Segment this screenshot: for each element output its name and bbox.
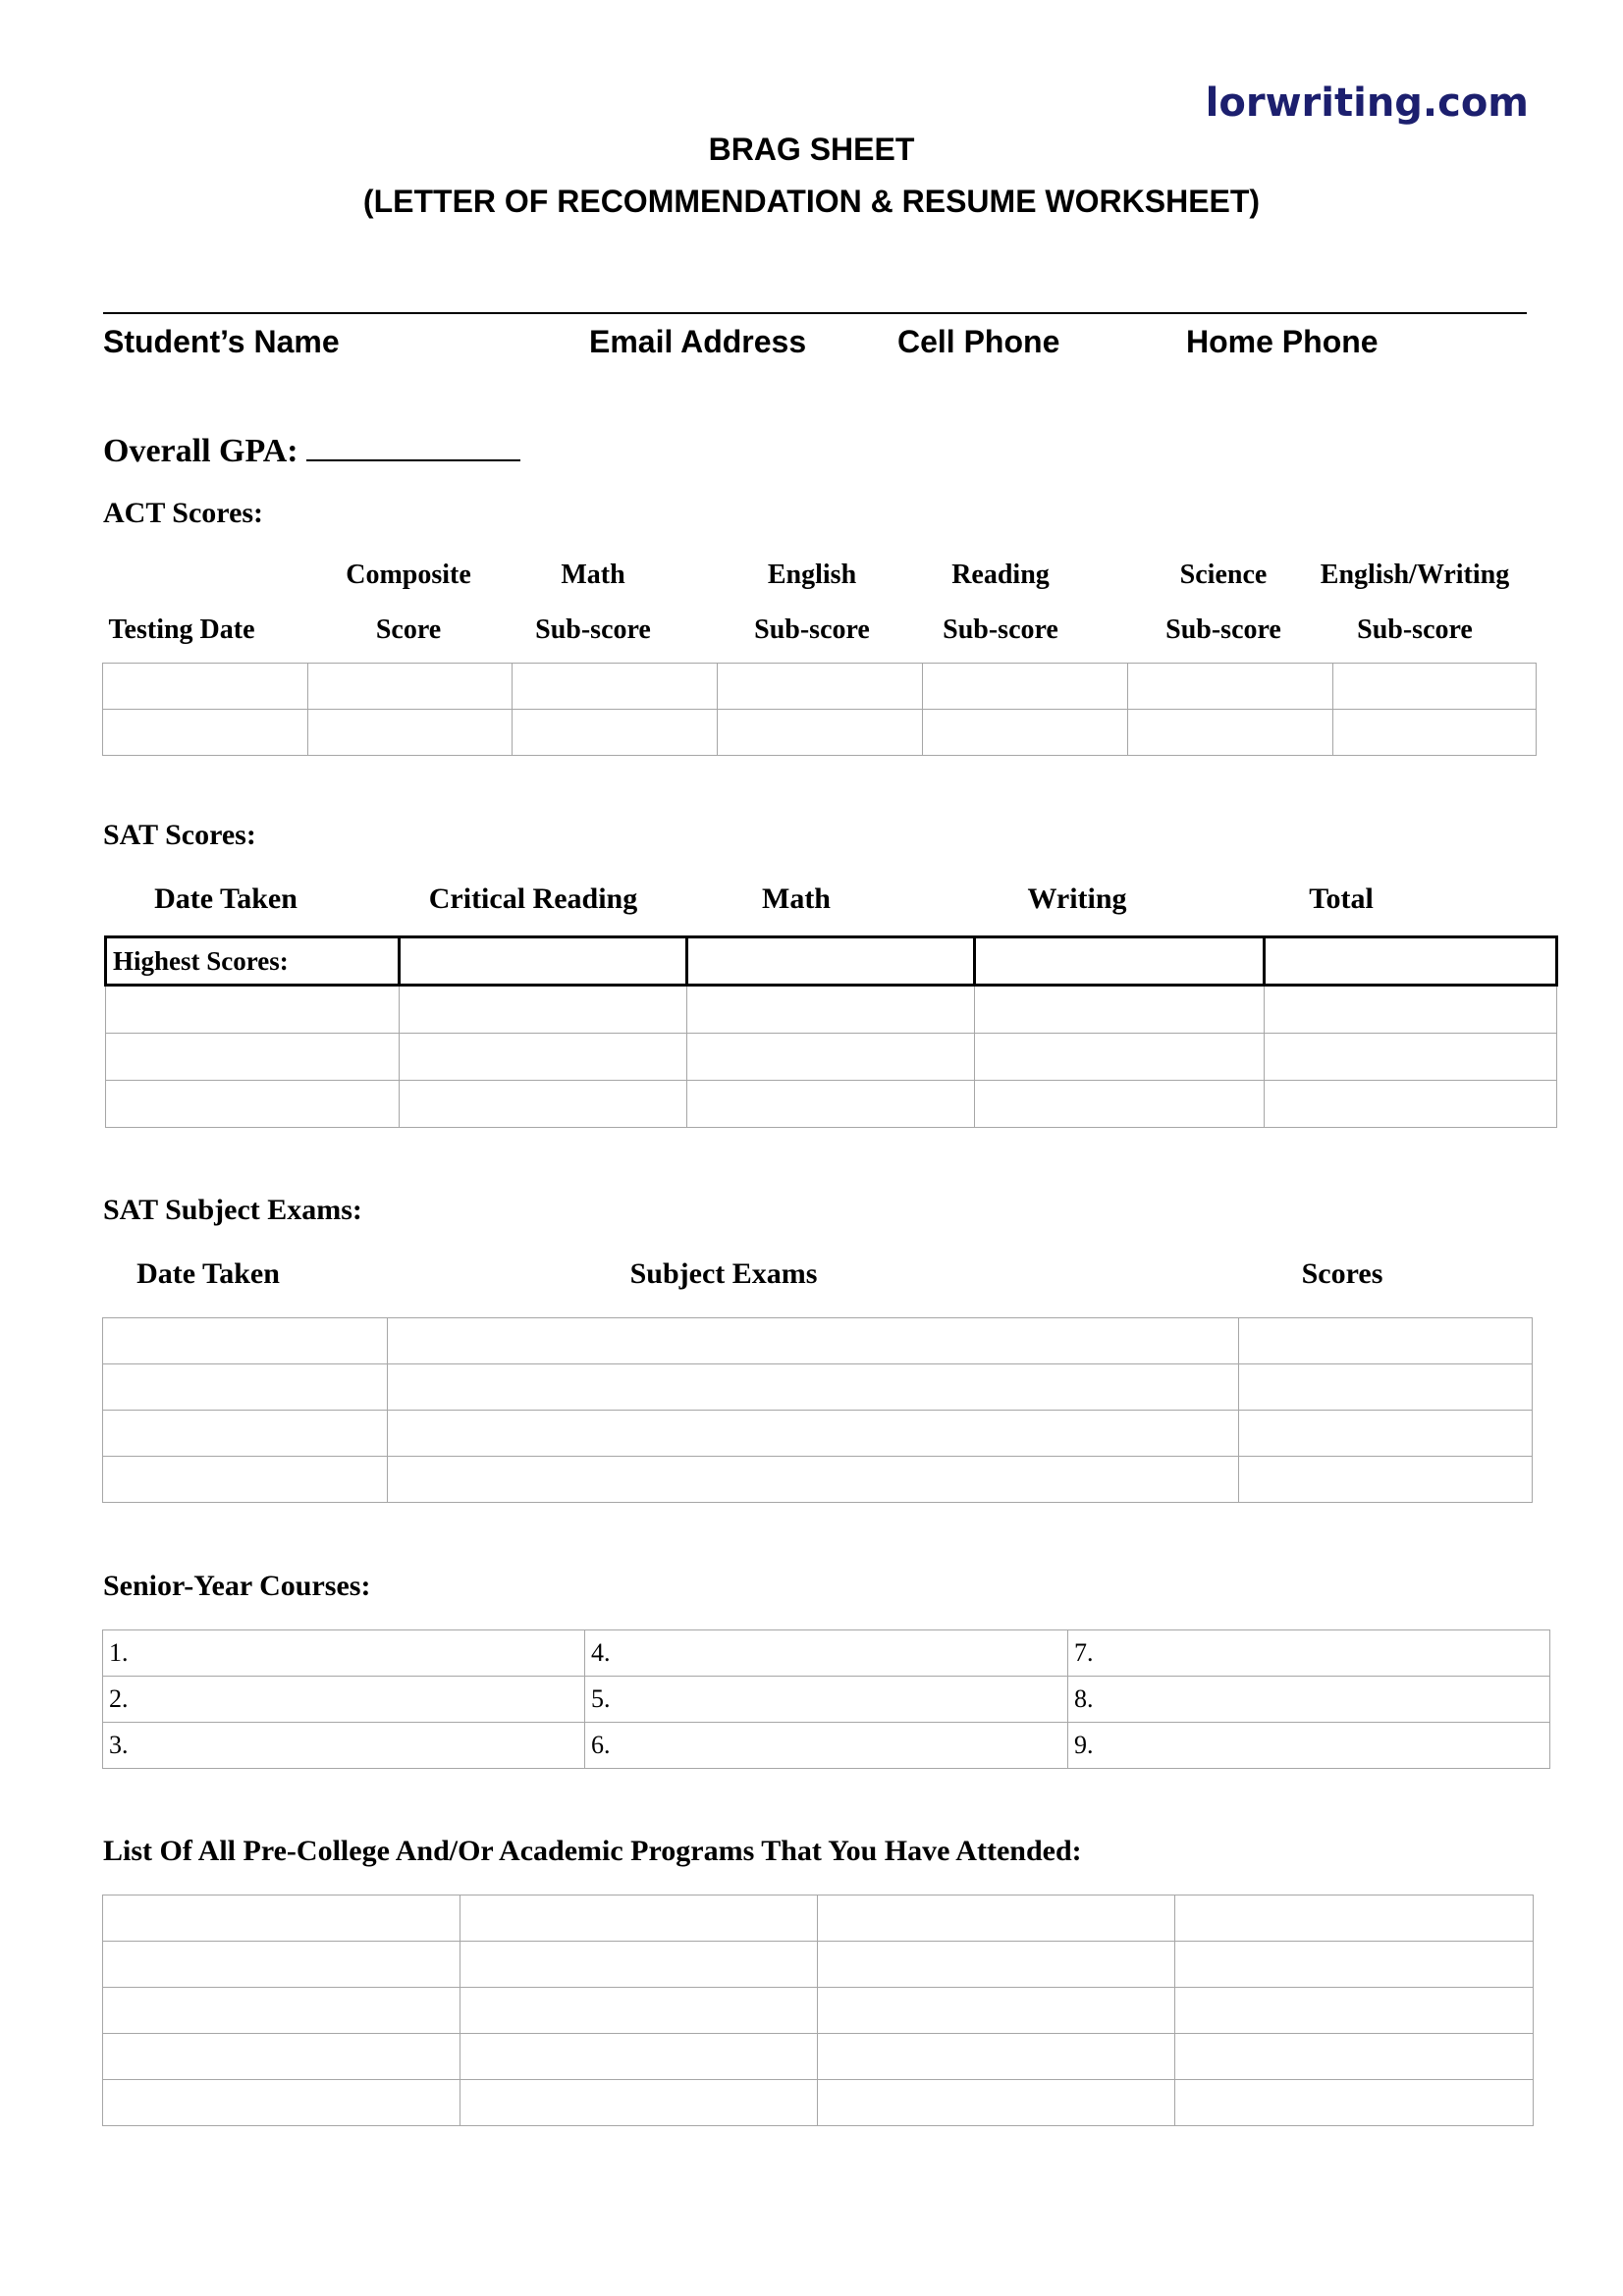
highest-scores-label: Highest Scores: <box>106 937 400 986</box>
course-cell[interactable]: 9. <box>1068 1723 1550 1769</box>
gpa-label: Overall GPA: <box>103 433 298 469</box>
table-cell[interactable] <box>1128 664 1333 710</box>
email-address-label: Email Address <box>589 324 807 359</box>
act-column-header-top: Science <box>1179 560 1268 590</box>
sat-subject-column-header: Scores <box>1301 1257 1383 1290</box>
table-cell[interactable] <box>308 710 513 756</box>
sat-heading: SAT Scores: <box>103 819 256 851</box>
table-row <box>103 2034 1534 2080</box>
table-cell[interactable] <box>1265 1034 1557 1081</box>
table-row <box>103 1942 1534 1988</box>
course-cell[interactable]: 1. <box>103 1630 585 1677</box>
sat-subject-heading: SAT Subject Exams: <box>103 1194 362 1226</box>
act-column-header: Sub-score <box>1165 614 1281 645</box>
table-cell[interactable] <box>103 1318 388 1364</box>
course-cell[interactable]: 7. <box>1068 1630 1550 1677</box>
student-info-line <box>103 312 1527 314</box>
sat-column-header: Critical Reading <box>428 882 638 915</box>
table-cell[interactable] <box>975 986 1265 1034</box>
table-cell[interactable] <box>103 664 308 710</box>
act-column-header: Score <box>375 614 442 645</box>
table-row <box>103 1723 1550 1769</box>
table-cell[interactable] <box>687 986 975 1034</box>
course-cell[interactable]: 2. <box>103 1677 585 1723</box>
table-cell[interactable] <box>687 1081 975 1128</box>
programs-heading: List Of All Pre-College And/Or Academic Programs That You Have Attended: <box>103 1835 1082 1867</box>
act-scores-table <box>102 663 1537 756</box>
table-cell[interactable] <box>388 1364 1239 1411</box>
table-cell[interactable] <box>103 1942 460 1988</box>
sat-column-header: Total <box>1309 882 1374 915</box>
table-row <box>103 1677 1550 1723</box>
table-row <box>103 1457 1533 1503</box>
table-cell[interactable] <box>388 1457 1239 1503</box>
table-cell[interactable] <box>388 1411 1239 1457</box>
table-cell[interactable] <box>1239 1457 1533 1503</box>
table-cell[interactable] <box>1265 986 1557 1034</box>
table-cell[interactable] <box>308 664 513 710</box>
sat-subject-column-header: Date Taken <box>136 1257 280 1290</box>
table-cell[interactable] <box>687 937 975 986</box>
table-row <box>106 986 1557 1034</box>
table-cell[interactable] <box>103 2080 460 2126</box>
table-cell[interactable] <box>106 1034 400 1081</box>
table-cell[interactable] <box>400 986 687 1034</box>
table-cell[interactable] <box>388 1318 1239 1364</box>
table-cell[interactable] <box>106 1081 400 1128</box>
table-cell[interactable] <box>400 937 687 986</box>
table-cell[interactable] <box>818 1988 1175 2034</box>
table-cell[interactable] <box>1175 1942 1534 1988</box>
table-cell[interactable] <box>460 1896 818 1942</box>
table-cell[interactable] <box>1239 1411 1533 1457</box>
table-cell[interactable] <box>923 710 1128 756</box>
sat-scores-table <box>104 935 1558 1128</box>
table-cell[interactable] <box>1175 2080 1534 2126</box>
table-cell[interactable] <box>818 1896 1175 1942</box>
table-cell[interactable] <box>818 1942 1175 1988</box>
table-cell[interactable] <box>818 2080 1175 2126</box>
act-column-header-top: English <box>767 560 857 590</box>
sat-subject-column-header: Subject Exams <box>629 1257 818 1290</box>
act-column-header-top: English/Writing <box>1320 560 1510 590</box>
table-row <box>103 1411 1533 1457</box>
table-row <box>103 1896 1534 1942</box>
act-column-header: Sub-score <box>1357 614 1473 645</box>
senior-courses-table <box>102 1629 1550 1769</box>
table-row <box>103 2080 1534 2126</box>
table-cell[interactable] <box>687 1034 975 1081</box>
table-cell[interactable] <box>923 664 1128 710</box>
table-row <box>103 1364 1533 1411</box>
table-cell[interactable] <box>400 1034 687 1081</box>
table-cell[interactable] <box>103 1364 388 1411</box>
act-column-header-top: Math <box>561 560 625 590</box>
sat-column-header: Date Taken <box>154 882 298 915</box>
table-cell[interactable] <box>513 664 718 710</box>
sat-column-header: Writing <box>1027 882 1127 915</box>
table-cell[interactable] <box>460 1988 818 2034</box>
table-cell[interactable] <box>460 2080 818 2126</box>
course-cell[interactable]: 8. <box>1068 1677 1550 1723</box>
gpa-field <box>103 432 520 470</box>
table-cell[interactable] <box>103 1988 460 2034</box>
table-row <box>103 1630 1550 1677</box>
table-cell[interactable] <box>1175 2034 1534 2080</box>
page-subtitle: (LETTER OF RECOMMENDATION & RESUME WORKSHEET) <box>362 184 1261 219</box>
table-cell[interactable] <box>975 1034 1265 1081</box>
act-column-header: Sub-score <box>943 614 1058 645</box>
table-cell[interactable] <box>400 1081 687 1128</box>
table-cell[interactable] <box>818 2034 1175 2080</box>
table-cell[interactable] <box>1175 1896 1534 1942</box>
act-column-header-top: Composite <box>346 560 471 590</box>
programs-table <box>102 1895 1534 2126</box>
table-cell[interactable] <box>1175 1988 1534 2034</box>
table-cell[interactable] <box>460 2034 818 2080</box>
table-cell[interactable] <box>106 986 400 1034</box>
table-cell[interactable] <box>1239 1318 1533 1364</box>
table-cell[interactable] <box>975 937 1265 986</box>
gpa-blank[interactable] <box>306 432 520 461</box>
home-phone-label: Home Phone <box>1186 324 1379 359</box>
table-cell[interactable] <box>1239 1364 1533 1411</box>
table-cell[interactable] <box>460 1942 818 1988</box>
site-brand: lorwriting.com <box>1205 80 1529 126</box>
table-row <box>106 1081 1557 1128</box>
act-heading: ACT Scores: <box>103 497 264 529</box>
table-row <box>103 710 1537 756</box>
sat-subject-table <box>102 1317 1533 1503</box>
cell-phone-label: Cell Phone <box>897 324 1060 359</box>
table-cell[interactable] <box>103 1457 388 1503</box>
student-name-label: Student’s Name <box>103 324 340 359</box>
table-row <box>103 1318 1533 1364</box>
highest-scores-row <box>106 937 1557 986</box>
course-cell[interactable]: 5. <box>585 1677 1068 1723</box>
table-cell[interactable] <box>103 1896 460 1942</box>
course-cell[interactable]: 3. <box>103 1723 585 1769</box>
table-cell[interactable] <box>1333 664 1537 710</box>
table-cell[interactable] <box>718 710 923 756</box>
senior-courses-heading: Senior-Year Courses: <box>103 1570 371 1602</box>
sat-column-header: Math <box>762 882 831 915</box>
table-cell[interactable] <box>975 1081 1265 1128</box>
course-cell[interactable]: 4. <box>585 1630 1068 1677</box>
table-row <box>103 664 1537 710</box>
table-row <box>103 1988 1534 2034</box>
page-title: BRAG SHEET <box>708 132 915 167</box>
table-cell[interactable] <box>1265 937 1557 986</box>
act-column-header: Testing Date <box>108 614 255 645</box>
act-column-header-top: Reading <box>951 560 1050 590</box>
table-row <box>106 1034 1557 1081</box>
table-cell[interactable] <box>513 710 718 756</box>
table-cell[interactable] <box>103 710 308 756</box>
table-cell[interactable] <box>1128 710 1333 756</box>
table-cell[interactable] <box>103 2034 460 2080</box>
table-cell[interactable] <box>103 1411 388 1457</box>
act-column-header: Sub-score <box>754 614 870 645</box>
table-cell[interactable] <box>1333 710 1537 756</box>
table-cell[interactable] <box>1265 1081 1557 1128</box>
act-column-header: Sub-score <box>535 614 651 645</box>
course-cell[interactable]: 6. <box>585 1723 1068 1769</box>
table-cell[interactable] <box>718 664 923 710</box>
